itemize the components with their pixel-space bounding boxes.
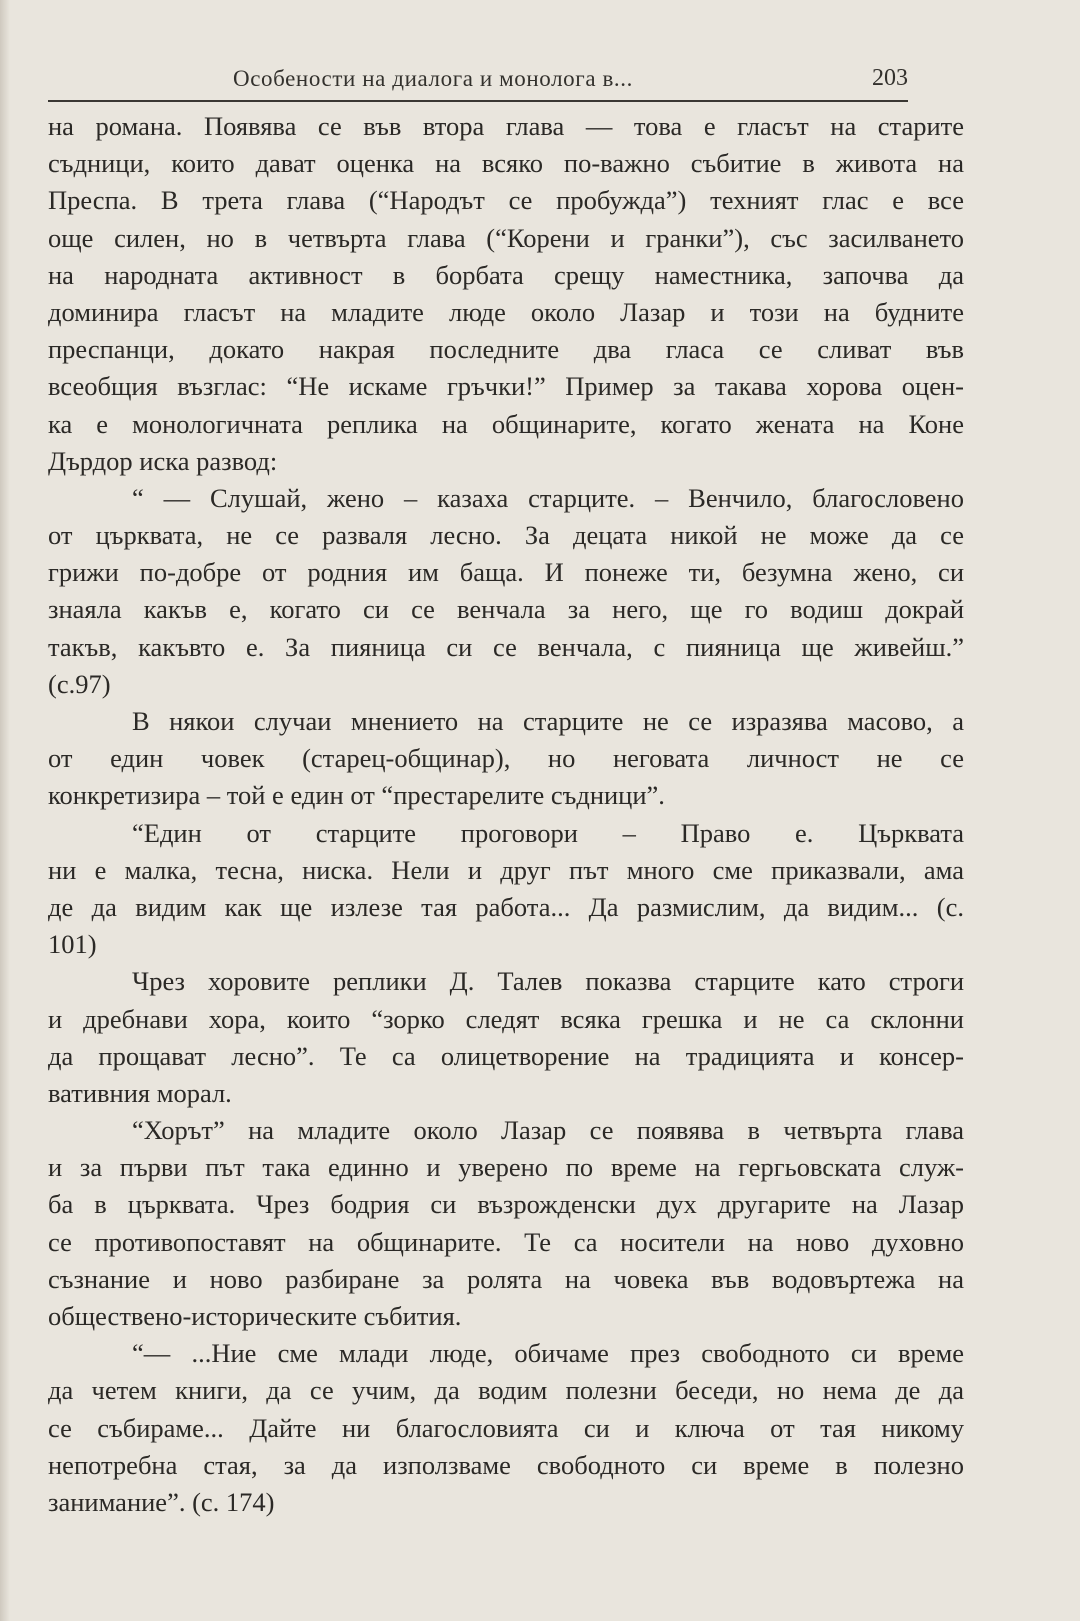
text-line: вативния морал. [48,1077,232,1108]
text-line: на романа. Появява се във втора глава — това е гласът на старите [48,111,964,141]
text-line: всеобщия възглас: “Не искаме гръчки!” Пример за такава хорова оцен- [48,371,964,402]
text-line: де да видим как ще излезе тая работа... Да размислим, да видим... (с. [48,891,964,922]
body-text [48,108,964,1521]
text-line: ни е малка, тесна, ниска. Нели и друг път много сме приказвали, ама [48,854,964,885]
text-line: и за първи път така единно и уверено по време на гергьовската служ- [48,1152,964,1183]
text-line: Преспа. В трета глава (“Народът се пробужда”) техният глас е все [48,185,964,216]
text-line: на народната активност в борбата срещу наместника, започва да [48,259,964,290]
text-line: се събираме... Дайте ни благословията си и ключа от тая никому [48,1412,964,1443]
text-line: непотребна стая, за да използваме свободното си време в полезно [48,1449,964,1480]
text-line: грижи по-добре от родния им баща. И понеже ти, безумна жено, си [48,557,964,588]
text-line: съзнание и ново разбиране за ролята на човека във водовъртежа на [48,1263,964,1294]
page-left-edge [0,0,10,1621]
text-line: съдници, които дават оценка на всяко по-важно събитие в живота на [48,148,964,179]
text-line: знаяла какъв е, когато си се венчала за него, ще го водиш докрай [48,594,964,625]
page-number: 203 [872,65,908,91]
text-line: още силен, но в четвърта глава (“Корени и гранки”), със засилването [48,222,964,253]
text-line: “— ...Ние сме млади люде, обичаме през свободното си време [132,1338,964,1369]
text-line: да прощават лесно”. Те са олицетворение на традицията и консер- [48,1040,964,1071]
text-line: (с.97) [48,668,111,699]
text-line: В някои случаи мнението на старците не се изразява масово, а [132,706,964,736]
text-line: “Един от старците проговори – Право е. Църквата [132,817,964,848]
text-line: от църквата, не се разваля лесно. За децата никой не може да се [48,520,964,551]
text-line: ба в църквата. Чрез бодрия си възрожденски дух другарите на Лазар [48,1189,964,1220]
running-header-title: Особености на диалога и монолога в... [233,66,633,91]
text-line: да четем книги, да се учим, да водим полезни беседи, но нема де да [48,1375,964,1406]
text-line: от един човек (старец-общинар), но неговата личност не се [48,743,964,774]
text-line: “Хорът” на младите около Лазар се появява в четвърта глава [132,1115,964,1146]
text-line: Дърдор иска развод: [48,445,278,476]
text-line: занимание”. (с. 174) [48,1486,275,1517]
text-line: обществено-историческите събития. [48,1301,462,1331]
text-line: Чрез хоровите реплики Д. Талев показва старците като строги [132,966,964,997]
text-line: конкретизира – той е един от “престарелите съдници”. [48,780,665,811]
text-line: и дребнави хора, които “зорко следят всяка грешка и не са склонни [48,1003,964,1034]
text-line: “ — Слушай, жено – казаха старците. – Венчило, благословено [132,482,964,513]
text-line: 101) [48,929,97,960]
text-line: преспанци, докато накрая последните два гласа се сливат във [48,334,964,365]
text-line: ка е монологичната реплика на общинарите, когато жената на Коне [48,408,964,439]
text-line: доминира гласът на младите люде около Лазар и този на будните [48,296,964,327]
running-header [48,60,908,102]
text-line: такъв, какъвто е. За пияница си се венчала, с пияница ще живейш.” [48,631,964,662]
text-line: се противопоставят на общинарите. Те са носители на ново духовно [48,1226,964,1257]
